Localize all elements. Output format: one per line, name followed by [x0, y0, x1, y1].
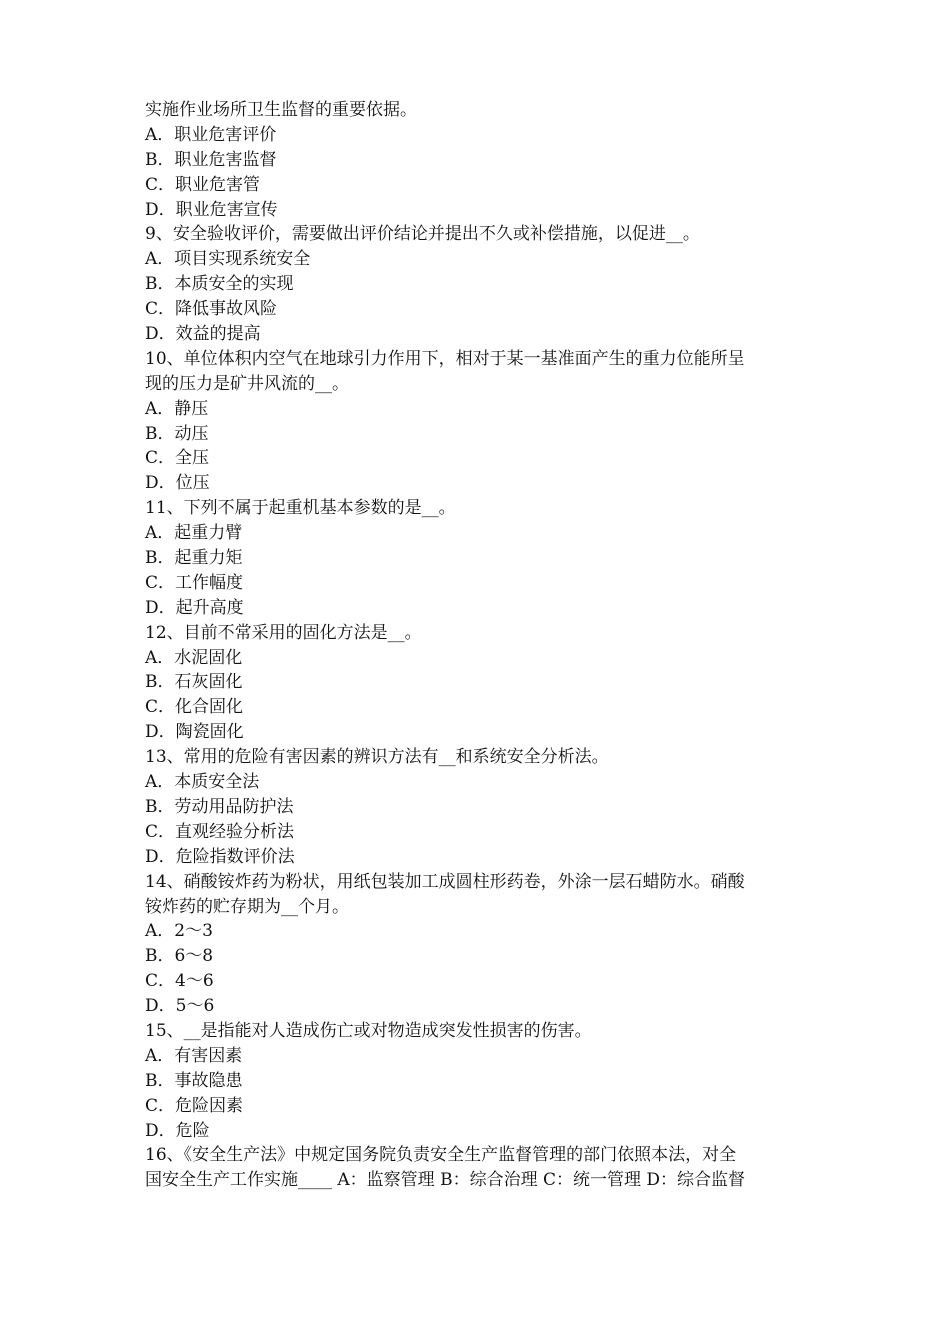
- option-line: B．事故隐患: [145, 1070, 243, 1091]
- option-line: C．全压: [145, 448, 210, 469]
- question-line: 13、常用的危险有害因素的辨识方法有__和系统安全分析法。: [145, 747, 609, 768]
- option-line: B．动压: [145, 423, 209, 444]
- option-line: A．2～3: [145, 921, 213, 942]
- option-line: D．5～6: [145, 996, 215, 1017]
- option-line: A．本质安全法: [145, 772, 260, 793]
- option-line: A．水泥固化: [145, 647, 243, 668]
- option-line: C．工作幅度: [145, 572, 244, 593]
- question-line: 14、硝酸铵炸药为粉状，用纸包装加工成圆柱形药卷，外涂一层石蜡防水。硝酸: [145, 871, 745, 892]
- option-line: D．陶瓷固化: [145, 722, 244, 743]
- option-line: A．起重力臂: [145, 523, 243, 544]
- option-line: B．石灰固化: [145, 672, 243, 693]
- option-line: C．降低事故风险: [145, 299, 278, 320]
- option-line: A．项目实现系统安全: [145, 249, 311, 270]
- question-line: 16、《安全生产法》中规定国务院负责安全生产监督管理的部门依照本法，对全: [145, 1145, 737, 1166]
- option-line: B．6～8: [145, 946, 214, 967]
- option-line: C．危险因素: [145, 1095, 244, 1116]
- option-line: D．危险: [145, 1120, 210, 1141]
- option-line: A．有害因素: [145, 1045, 243, 1066]
- option-line: A．职业危害评价: [145, 124, 277, 145]
- question-line: 12、目前不常采用的固化方法是__。: [145, 622, 422, 643]
- option-line: D．职业危害宣传: [145, 199, 278, 220]
- question-line: 现的压力是矿井风流的__。: [145, 373, 349, 394]
- question-line: 9、安全验收评价，需要做出评价结论并提出不久或补偿措施，以促进__。: [145, 224, 700, 245]
- question-line: 国安全生产工作实施____ A：监察管理 B：综合治理 C：统一管理 D：综合监督: [145, 1170, 746, 1191]
- option-line: B．职业危害监督: [145, 149, 277, 170]
- question-line: 11、下列不属于起重机基本参数的是__。: [145, 498, 456, 519]
- question-line: 10、单位体积内空气在地球引力作用下，相对于某一基准面产生的重力位能所呈: [145, 348, 745, 369]
- option-line: C．直观经验分析法: [145, 821, 295, 842]
- option-line: D．起升高度: [145, 597, 244, 618]
- option-line: A．静压: [145, 398, 209, 419]
- option-line: D．效益的提高: [145, 324, 261, 345]
- option-line: B．起重力矩: [145, 548, 243, 569]
- option-line: C．职业危害管: [145, 174, 261, 195]
- option-line: D．位压: [145, 473, 210, 494]
- document-page: [145, 98, 815, 1193]
- text-line: 实施作业场所卫生监督的重要依据。: [145, 100, 417, 120]
- question-line: 15、__是指能对人造成伤亡或对物造成突发性损害的伤害。: [145, 1020, 592, 1041]
- option-line: D．危险指数评价法: [145, 846, 295, 867]
- option-line: B．本质安全的实现: [145, 274, 294, 295]
- option-line: B．劳动用品防护法: [145, 796, 294, 817]
- question-line: 铵炸药的贮存期为__个月。: [145, 896, 349, 917]
- option-line: C．4～6: [145, 971, 214, 992]
- option-line: C．化合固化: [145, 697, 244, 718]
